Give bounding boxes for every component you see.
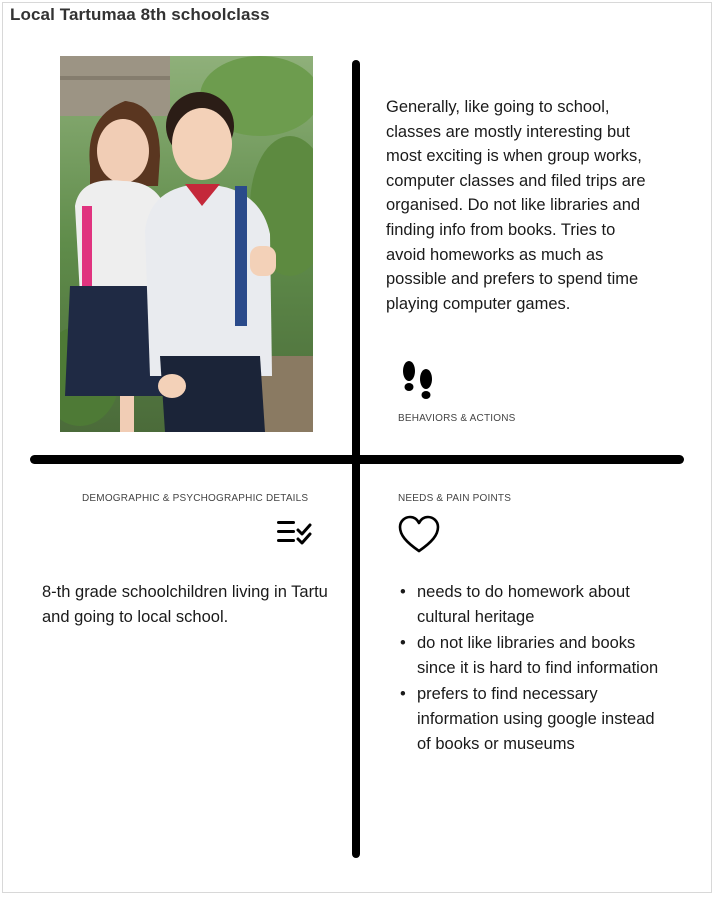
behaviors-label: BEHAVIORS & ACTIONS — [398, 413, 516, 424]
list-item: • prefers to find necessary information using google instead of books or museums — [397, 682, 667, 758]
footprints-icon — [400, 360, 436, 404]
needs-label: NEEDS & PAIN POINTS — [398, 493, 512, 504]
list-item: • needs to do homework about cultural heritage — [397, 580, 667, 631]
children-photo-illustration — [60, 56, 313, 432]
checklist-icon — [276, 518, 316, 546]
demographic-text: 8-th grade schoolchildren living in Tartu and going to local school. — [42, 583, 328, 626]
behaviors-text: Generally, like going to school, classes are mostly interesting but most exciting is when group works, computer classes and filed trips are organised. Do not like libraries and finding info from books. Tries to avoid homeworks as much as possible and prefers to spend time playing computer games. — [386, 98, 646, 313]
persona-photo — [60, 56, 313, 432]
list-item: • do not like libraries and books since it is hard to find information — [397, 631, 667, 682]
heart-icon — [398, 515, 440, 555]
horizontal-divider — [30, 455, 684, 464]
demographic-label: DEMOGRAPHIC & PSYCHOGRAPHIC DETAILS — [82, 493, 309, 504]
page-title: Local Tartumaa 8th schoolclass — [10, 5, 270, 24]
needs-list — [397, 580, 667, 758]
